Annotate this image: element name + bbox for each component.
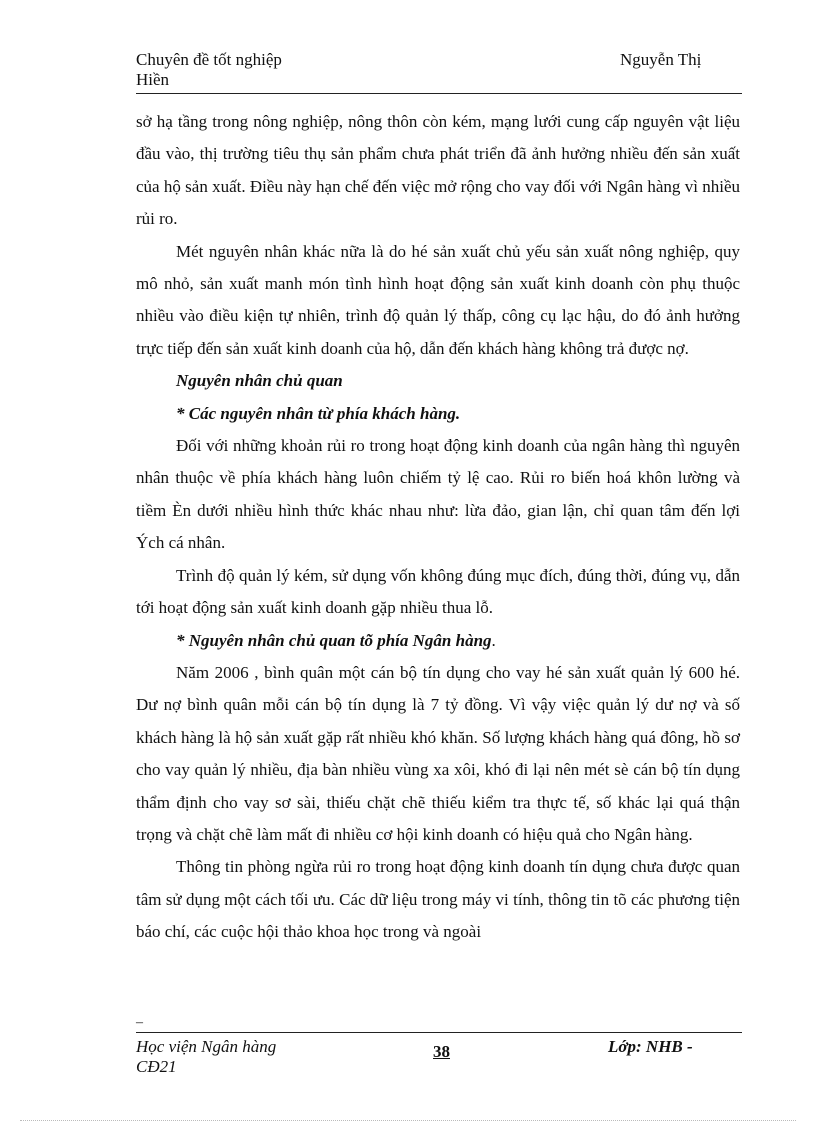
- paragraph-2: Mét nguyên nhân khác nữa là do hé sản xuất chủ yếu sản xuất nông nghiệp, quy mô nhỏ, sản xuất manh món tình hình hoạt động sản xuất kinh doanh còn phụ thuộc nhiều vào điều kiện tự nhiên, trình độ quản lý thấp, công cụ lạc hậu, do đó ảnh hưởng trực tiếp đến sản xuất kinh doanh của hộ, dẫn đến khách hàng không trả được nợ.: [136, 241, 740, 358]
- subsection-heading-bank: * Nguyên nhân chủ quan tõ phía Ngân hàng: [176, 630, 492, 650]
- footer-dash: –: [136, 1015, 143, 1030]
- footer-institution: Học viện Ngân hàng: [136, 1037, 277, 1056]
- footer-left: [136, 1037, 276, 1077]
- section-heading: Nguyên nhân chủ quan: [176, 371, 343, 391]
- footer-class-code: CĐ21: [136, 1057, 177, 1076]
- subsection-heading-customer: * Các nguyên nhân từ phía khách hàng.: [176, 403, 461, 423]
- footer-class-label: Lớp: NHB -: [608, 1037, 693, 1056]
- heading-period: .: [491, 630, 496, 650]
- paragraph-4: Trình độ quản lý kém, sử dụng vốn không đúng mục đích, đúng thời, đúng vụ, dẫn tới hoạt động sản xuất kinh doanh gặp nhiều thua lỗ.: [136, 565, 740, 618]
- subsection-heading-bank-wrap: [136, 625, 740, 657]
- page-bottom-edge: [20, 1120, 796, 1121]
- footer-divider: [136, 1032, 742, 1033]
- header-author: Nguyễn Thị: [620, 50, 702, 69]
- header-divider: [136, 93, 742, 94]
- document-body: [136, 106, 740, 949]
- header-left: [136, 50, 282, 90]
- header-title: Chuyên đề tốt nghiệp: [136, 50, 282, 69]
- page-number: 38: [433, 1042, 450, 1061]
- paragraph-1: sở hạ tầng trong nông nghiệp, nông thôn còn kém, mạng lưới cung cấp nguyên vật liệu đầu vào, thị trường tiêu thụ sản phẩm chưa phát triển đã ảnh hưởng nhiều đến sản xuất của hộ sản xuất. Điều này hạn chế đến việc mở rộng cho vay đối với Ngân hàng vì nhiều rủi ro.: [136, 112, 740, 229]
- header-title-wrap: Hiền: [136, 70, 170, 89]
- paragraph-6: Thông tin phòng ngừa rủi ro trong hoạt động kinh doanh tín dụng chưa được quan tâm sử dụng một cách tối ưu. Các dữ liệu trong máy vi tính, thông tin tõ các phương tiện báo chí, các cuộc hội thảo khoa học trong và ngoài: [136, 857, 740, 942]
- paragraph-3: Đối với những khoản rủi ro trong hoạt động kinh doanh của ngân hàng thì nguyên nhân thuộc về phía khách hàng luôn chiếm tỷ lệ cao. Rủi ro biến hoá khôn lường và tiềm Èn dưới nhiều hình thức khác nhau như: lừa đảo, gian lận, chỉ quan tâm đến lợi Ých cá nhân.: [136, 436, 740, 553]
- paragraph-5: Năm 2006 , bình quân một cán bộ tín dụng cho vay hé sản xuất quản lý 600 hé. Dư nợ bình quân mỗi cán bộ tín dụng là 7 tỷ đồng. Vì vậy việc quản lý dư nợ và số khách hàng là hộ sản xuất gặp rất nhiều khó khăn. Số lượng khách hàng quá đông, hồ sơ cho vay quản lý nhiều, địa bàn nhiều vùng xa xôi, khó đi lại nên mét sè cán bộ tín dụng thẩm định cho vay sơ sài, thiếu chặt chẽ thiếu kiểm tra thực tế, số khác lại quá thận trọng và chặt chẽ làm mất đi nhiều cơ hội kinh doanh có hiệu quả cho Ngân hàng.: [136, 662, 740, 844]
